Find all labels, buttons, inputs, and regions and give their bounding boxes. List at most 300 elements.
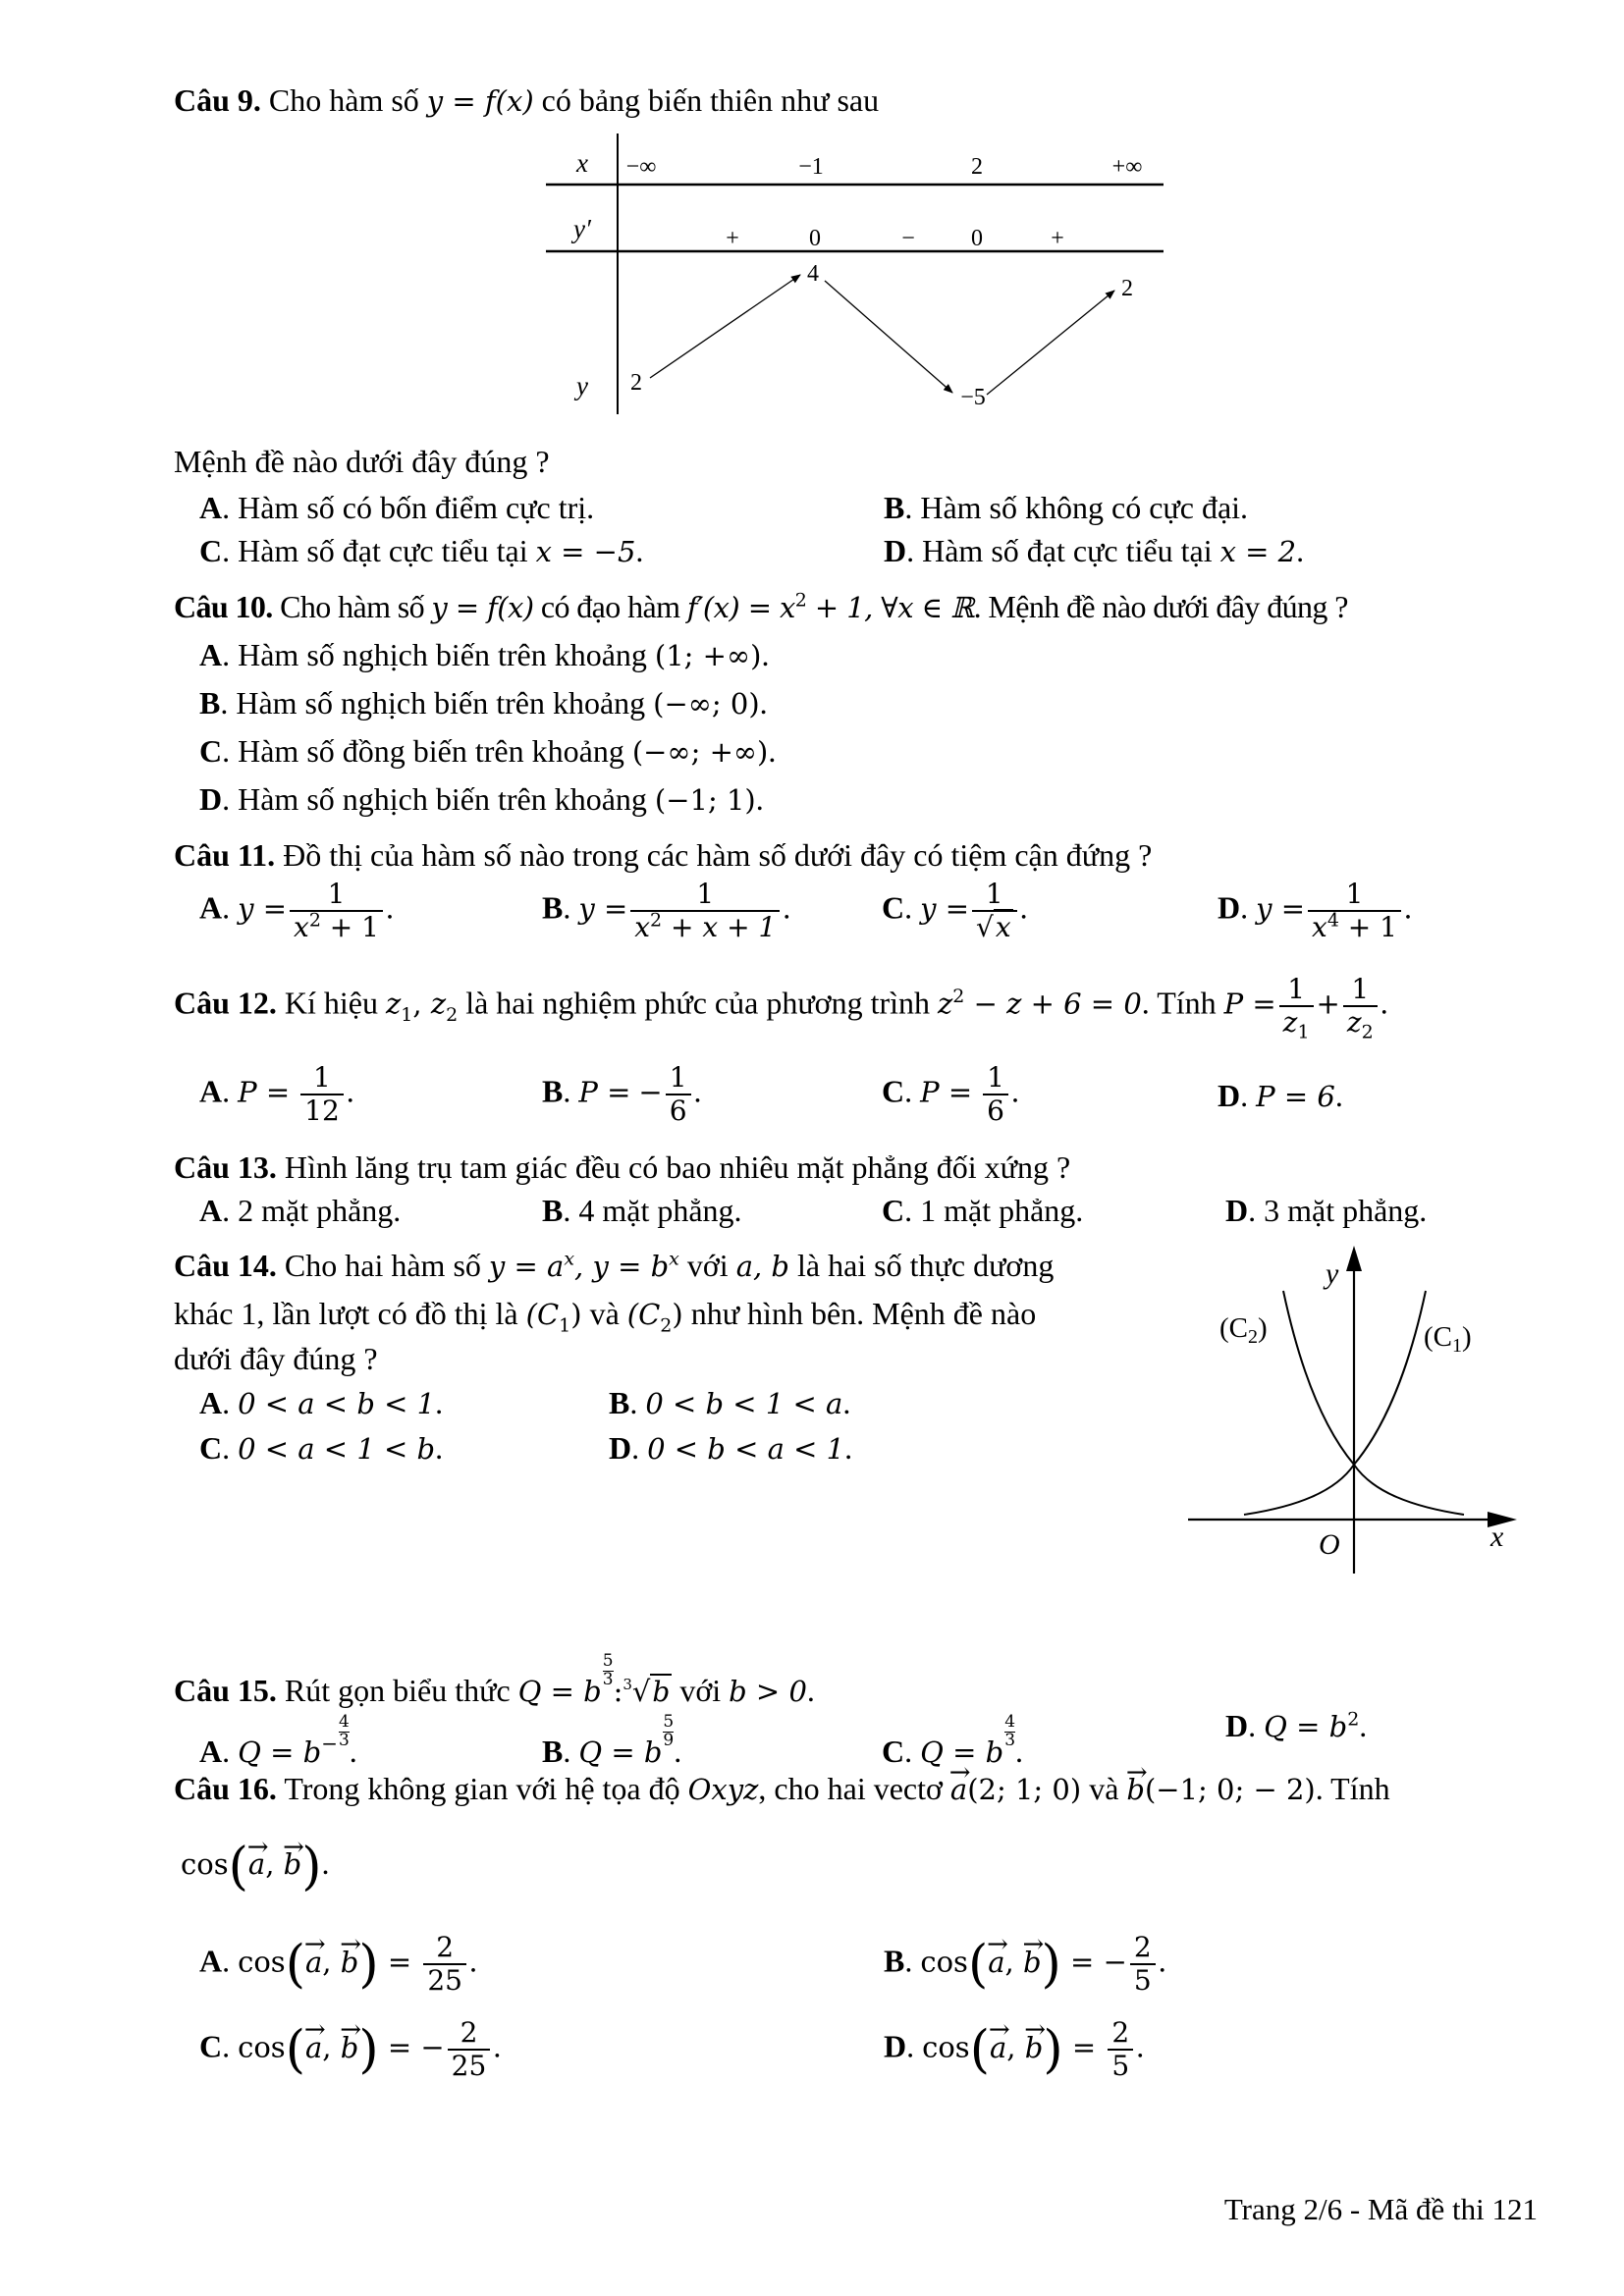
y-value-min: −5	[960, 385, 986, 410]
exp-sign: −	[321, 1732, 338, 1756]
math-subscript: 2	[660, 1314, 673, 1337]
option-key: C	[882, 1733, 905, 1769]
curve-c1	[1244, 1291, 1426, 1515]
numerator: 1	[1308, 879, 1401, 912]
math-sign: −	[638, 1075, 663, 1109]
option-a[interactable]: A. Q = b− $\frac{4}{3}$ .	[199, 1712, 357, 1769]
option-a[interactable]	[199, 1195, 401, 1226]
option-key: D	[199, 781, 223, 817]
den-var: x	[294, 911, 309, 944]
exp-den: 3	[338, 1730, 350, 1750]
math-subscript: 2	[446, 1003, 459, 1026]
question-text: Đồ thị của hàm số nào trong các hàm số dưới đây có tiệm cận đứng ?	[275, 837, 1153, 873]
option-key: B	[542, 889, 564, 926]
option-d[interactable]	[884, 535, 1304, 566]
x-value: −∞	[625, 154, 657, 180]
option-end: .	[435, 1430, 444, 1466]
math-lhs: y =	[238, 891, 288, 926]
exp-den: 3	[602, 1669, 614, 1689]
math-expr: 0 < b < 1 < a	[645, 1387, 843, 1420]
question-text: có đạo hàm	[533, 589, 687, 624]
option-key: C	[199, 733, 223, 769]
option-key: A	[199, 1943, 223, 1979]
option-end: .	[768, 733, 777, 769]
math-expr: 0 < a < 1 < b	[238, 1432, 436, 1466]
option-text: . Hàm số đạt cực tiểu tại	[222, 533, 536, 568]
math-expr: 0 < a < b < 1	[238, 1387, 436, 1420]
math-expr: (−∞; +∞)	[631, 735, 769, 769]
option-d[interactable]: D. cos(→ a, → b) = $\frac{2}{5}$ .	[884, 2017, 1144, 2082]
math-paren: )	[570, 1298, 582, 1331]
option-key: D	[609, 1430, 632, 1466]
option-c[interactable]: C. y = $\frac{1}{√x}$ .	[882, 878, 1028, 944]
exponent-fraction	[603, 1653, 614, 1689]
math-expr: + 1, ∀x ∈ ℝ	[806, 591, 974, 624]
numerator: 1	[972, 879, 1017, 912]
den-var: z	[1282, 1006, 1298, 1040]
math-expr: f	[686, 591, 697, 624]
option-key: B	[609, 1385, 630, 1420]
row-label-x: x	[576, 148, 588, 178]
question-text: là hai nghiệm phức của phương trình	[458, 985, 939, 1021]
option-end: .	[1296, 533, 1305, 568]
vector-a: → a	[990, 2034, 1006, 2062]
vector-a: → a	[248, 1850, 265, 1879]
question-text: , cho hai vectơ	[758, 1771, 950, 1806]
exponent-fraction	[1004, 1714, 1015, 1750]
math-lhs: P =	[578, 1075, 631, 1109]
c1-label-text: (C	[1424, 1321, 1452, 1353]
math-expr: (−∞; 0)	[653, 687, 760, 721]
x-value: 2	[971, 154, 983, 180]
den-exp: 2	[308, 909, 321, 932]
math-paren: )	[672, 1298, 683, 1331]
option-text: . Hàm số không có cực đại.	[904, 490, 1249, 525]
vector-b: → b	[341, 1949, 359, 1977]
cos-fn: cos	[922, 2030, 970, 2064]
fraction	[448, 2017, 491, 2082]
math-var: z	[938, 987, 953, 1021]
option-key: C	[882, 1193, 905, 1228]
vector-a: → a	[988, 1949, 1004, 1977]
denominator: 5	[1111, 2050, 1130, 2083]
derivative-sign: −	[901, 226, 915, 251]
end-punct: .	[806, 1672, 815, 1708]
exp-num: 4	[338, 1712, 350, 1732]
numerator: 1	[983, 1062, 1008, 1095]
question-text: có bảng biến thiên như sau	[533, 82, 880, 118]
option-c[interactable]	[199, 535, 643, 566]
question-14-line-2	[174, 1296, 1037, 1337]
question-text: . Mệnh đề nào dưới đây đúng ?	[973, 589, 1348, 624]
question-label: Câu 12.	[174, 985, 277, 1021]
vector-b: → b	[341, 2034, 359, 2062]
option-key: B	[199, 685, 221, 721]
variation-table	[530, 128, 1178, 422]
vector-a: → a	[950, 1776, 967, 1804]
option-text: . Hàm số đồng biến trên khoảng	[222, 733, 632, 769]
math-sep: ,	[412, 987, 431, 1021]
option-a[interactable]	[199, 639, 769, 670]
question-label: Câu 11.	[174, 837, 276, 873]
math-expr: y = a	[488, 1250, 565, 1283]
denominator	[1279, 1006, 1314, 1043]
math-exponent: 2	[952, 985, 965, 1007]
math-var: z	[430, 987, 447, 1021]
math-expr: (−1; 1)	[654, 783, 756, 817]
y-axis-label: y	[1326, 1257, 1339, 1290]
c2-label: $(C_2)$	[1219, 1312, 1268, 1348]
math-expr: , y = b	[574, 1250, 670, 1283]
denominator: 6	[669, 1095, 687, 1128]
denominator: 12	[304, 1095, 340, 1128]
math-expr: (1; +∞)	[654, 639, 762, 672]
option-c[interactable]: C. Q = b $\frac{4}{3}$ .	[882, 1712, 1024, 1769]
math-expr: Q = b	[1264, 1710, 1348, 1743]
fraction	[1279, 973, 1314, 1043]
vector-b: → b	[1126, 1776, 1145, 1804]
x-axis-label: x	[1490, 1521, 1504, 1553]
math-subscript: 1	[559, 1314, 571, 1337]
fraction	[1308, 879, 1401, 943]
fraction	[983, 1062, 1008, 1127]
root-index: 3	[623, 1676, 632, 1694]
question-14-line-3: dưới đây đúng ?	[174, 1341, 378, 1376]
denominator: 25	[451, 2050, 487, 2083]
option-key: B	[884, 1943, 905, 1979]
option-b[interactable]: B. Q = b $\frac{5}{9}$ .	[542, 1712, 682, 1769]
option-key: A	[199, 1385, 223, 1420]
math-expr: 0 < b < a < 1	[647, 1432, 845, 1466]
option-key: D	[1218, 889, 1241, 926]
option-key: C	[882, 889, 905, 926]
x-value: +∞	[1111, 154, 1143, 180]
decrease-arrow	[825, 281, 952, 393]
option-a[interactable]: A. P = $\frac{1}{12}$ .	[199, 1061, 354, 1128]
exponential-graph	[1188, 1242, 1542, 1580]
exponent-fraction	[339, 1714, 350, 1750]
math-sign: −	[1103, 1945, 1127, 1979]
math-expr: a, b	[735, 1250, 789, 1283]
option-d[interactable]	[1225, 1195, 1427, 1226]
option-key: D	[1218, 1078, 1241, 1113]
c1-label: $(C_1)$	[1424, 1321, 1472, 1357]
question-15-stem	[174, 1653, 815, 1706]
radical-sign: √	[976, 911, 994, 944]
numerator: 2	[1130, 1932, 1156, 1965]
option-b[interactable]: B. y = $\frac{1}{x^2 + x + 1}$ .	[542, 878, 791, 944]
fraction	[666, 1062, 691, 1127]
option-key: A	[199, 490, 223, 525]
option-b[interactable]	[884, 492, 1248, 523]
vector-b: → b	[284, 1850, 302, 1879]
math-expr: P = 6	[1256, 1080, 1335, 1113]
question-label: Câu 16.	[174, 1771, 277, 1806]
denominator	[1308, 909, 1401, 944]
increase-arrow	[987, 291, 1114, 395]
c1-label-sub: 1	[1452, 1335, 1462, 1357]
math-sign: −	[420, 2030, 445, 2064]
math-expr: − z + 6 = 0	[964, 987, 1142, 1021]
option-end: .	[755, 781, 764, 817]
question-text: là hai số thực dương	[788, 1248, 1055, 1283]
denominator: 25	[427, 1964, 462, 1998]
option-text: . 2 mặt phẳng.	[222, 1193, 402, 1228]
exp-num: 5	[663, 1712, 675, 1732]
numerator: 2	[423, 1932, 466, 1965]
derivative-sign: +	[726, 226, 739, 251]
math-exponent: 2	[1347, 1708, 1360, 1731]
option-text: . 4 mặt phẳng.	[563, 1193, 742, 1228]
math-exponent: x	[564, 1248, 575, 1270]
option-d[interactable]: D. $Q = b^2$.	[1225, 1708, 1368, 1743]
derivative-sign: 0	[809, 226, 821, 251]
question-text: và	[581, 1296, 627, 1331]
option-end: .	[844, 1430, 853, 1466]
den-rest: + 1	[320, 911, 379, 944]
option-text: . 3 mặt phẳng.	[1248, 1193, 1428, 1228]
fraction	[972, 879, 1017, 943]
math-lhs: P =	[238, 1075, 291, 1109]
numerator: 1	[300, 1062, 344, 1095]
exponent-fraction	[663, 1714, 674, 1750]
option-a[interactable]	[199, 492, 594, 523]
question-9-stem	[174, 84, 879, 116]
math-lhs: y =	[1256, 891, 1306, 926]
option-end: .	[842, 1385, 851, 1420]
question-label: Câu 15.	[174, 1672, 277, 1708]
math-expr: x = 2	[1219, 535, 1297, 568]
question-16-line-2: cos(→ a, → b).	[181, 1847, 330, 1879]
math-expr: b > 0	[729, 1674, 807, 1708]
question-16-line-1	[174, 1773, 1390, 1804]
fraction	[290, 879, 383, 943]
cos-fn: cos	[181, 1847, 229, 1881]
math-lhs: P =	[920, 1075, 973, 1109]
math-expr: y = f(x)	[426, 84, 534, 118]
option-b[interactable]: B. cos(→ a, → b) = − $\frac{2}{5}$ .	[884, 1932, 1166, 1997]
den-exp: 4	[1326, 909, 1339, 932]
question-text: Hình lăng trụ tam giác đều có bao nhiêu mặt phẳng đối xứng ?	[276, 1149, 1071, 1185]
den-var: x	[1312, 911, 1327, 944]
option-key: B	[542, 1073, 564, 1109]
fraction	[423, 1932, 466, 1997]
origin-label: O	[1319, 1528, 1340, 1561]
option-text: . Hàm số nghịch biến trên khoảng	[220, 685, 654, 721]
denominator: 5	[1133, 1964, 1152, 1998]
math-expr: y = f(x)	[431, 591, 534, 624]
y-value-max: 4	[807, 261, 819, 287]
option-key: C	[199, 533, 223, 568]
numerator: 2	[1108, 2017, 1133, 2051]
numerator: 1	[666, 1062, 691, 1095]
option-d[interactable]: D. y = $\frac{1}{x^4 + 1}$ .	[1218, 878, 1412, 944]
question-text: với	[672, 1672, 730, 1708]
math-expr: Q = b	[578, 1735, 663, 1769]
math-expr: x = −5	[535, 535, 636, 568]
question-text: Cho hàm số	[260, 82, 427, 118]
option-end: .	[635, 533, 644, 568]
option-a[interactable]: A. cos(→ a, → b) = $\frac{2}{25}$ .	[199, 1932, 477, 1997]
numerator: 1	[630, 879, 780, 912]
y-value-end: 2	[1121, 276, 1133, 301]
increase-arrow	[650, 275, 800, 378]
option-text: . Hàm số có bốn điểm cực trị.	[222, 490, 595, 525]
denominator	[1343, 1006, 1378, 1043]
math-lhs: y =	[920, 891, 970, 926]
question-text: Cho hàm số	[272, 589, 432, 624]
option-d[interactable]: D. P = 6.	[1218, 1078, 1343, 1113]
question-12-stem: Câu 12. Kí hiệu $z_1$, $z_2$ là hai nghiệm phức của phương trình $z^2 - z + 6 = 0$. Tính P = $\frac{1}{z_1}$ + $\frac{1}{z_2}$ .	[174, 973, 1388, 1043]
option-text: . Hàm số nghịch biến trên khoảng	[222, 781, 655, 817]
option-key: C	[199, 1430, 223, 1466]
option-d[interactable]	[199, 783, 764, 815]
math-op: +	[1316, 987, 1340, 1021]
den-var: z	[1346, 1006, 1362, 1040]
question-text: . Tính	[1315, 1771, 1390, 1806]
option-c[interactable]: C. cos(→ a, → b) = − $\frac{2}{25}$ .	[199, 2017, 501, 2082]
option-c[interactable]	[882, 1195, 1083, 1226]
option-key: B	[884, 490, 905, 525]
fraction	[630, 879, 780, 943]
option-text: . 1 mặt phẳng.	[904, 1193, 1084, 1228]
question-label: Câu 14.	[174, 1248, 277, 1283]
option-c[interactable]: C. 0 < a < 1 < b.	[199, 1430, 444, 1466]
math-var: z	[386, 987, 402, 1021]
cos-fn: cos	[920, 1945, 968, 1979]
numerator: 2	[448, 2017, 491, 2051]
vector-b: → b	[1025, 2034, 1044, 2062]
den-sub: 2	[1361, 1021, 1374, 1043]
den-var: x	[634, 911, 651, 944]
math-expr: Oxyz	[687, 1773, 759, 1806]
math-expr: Q = b	[238, 1735, 322, 1769]
option-a[interactable]: A. 0 < a < b < 1.	[199, 1385, 444, 1420]
denominator	[972, 912, 1017, 943]
option-end: .	[435, 1385, 444, 1420]
numerator: 1	[1279, 974, 1314, 1007]
x-value: −1	[798, 154, 824, 180]
math-expr: Q = b	[517, 1674, 602, 1708]
vector-b: → b	[1023, 1949, 1042, 1977]
exp-den: 9	[663, 1730, 675, 1750]
option-c[interactable]	[199, 735, 776, 767]
math-exponent: 2	[794, 589, 807, 612]
question-text: và	[1081, 1771, 1127, 1806]
row-label-y-prime: y′	[573, 214, 591, 243]
question-text: như hình bên. Mệnh đề nào	[682, 1296, 1037, 1331]
vector-a: → a	[305, 1949, 322, 1977]
option-key: C	[199, 2028, 223, 2064]
question-text: Trong không gian với hệ tọa độ	[276, 1771, 688, 1806]
fraction	[300, 1062, 344, 1127]
denominator	[290, 909, 383, 944]
derivative-sign: +	[1051, 226, 1064, 251]
math-op: :	[613, 1674, 623, 1708]
question-text: Rút gọn biểu thức	[276, 1672, 518, 1708]
question-text: khác 1, lần lượt có đồ thị là	[174, 1296, 526, 1331]
option-b[interactable]	[542, 1195, 742, 1226]
math-expr: (C	[525, 1298, 560, 1331]
fraction	[1130, 1932, 1156, 1997]
option-key: D	[884, 533, 907, 568]
option-key: D	[884, 2028, 907, 2064]
radicand: b	[652, 1675, 671, 1708]
math-lhs: y =	[578, 891, 628, 926]
option-key: B	[542, 1733, 564, 1769]
question-text: Cho hai hàm số	[276, 1248, 489, 1283]
math-exponent: x	[669, 1248, 679, 1270]
exp-num: 5	[602, 1651, 614, 1671]
fraction	[1108, 2017, 1133, 2082]
math-subscript: 1	[401, 1003, 413, 1026]
option-key: A	[199, 1073, 223, 1109]
option-b[interactable]: B. 0 < b < 1 < a.	[609, 1385, 851, 1420]
option-key: C	[882, 1073, 905, 1109]
math-lhs: P =	[1223, 987, 1276, 1021]
cos-fn: cos	[238, 1945, 286, 1979]
y-value-start: 2	[630, 370, 642, 396]
option-b[interactable]	[199, 687, 768, 719]
math-expr: Q = b	[920, 1735, 1004, 1769]
denominator: 6	[987, 1095, 1004, 1128]
denominator	[630, 909, 780, 944]
question-9-prompt: Mệnh đề nào dưới đây đúng ?	[174, 444, 550, 479]
numerator: 1	[1343, 974, 1378, 1007]
fraction	[1343, 973, 1378, 1043]
c2-label-sub: 2	[1248, 1326, 1258, 1348]
vector-b-coords: (−1; 0; − 2)	[1144, 1773, 1316, 1806]
numerator: 1	[290, 879, 383, 912]
option-text: . Hàm số đạt cực tiểu tại	[906, 533, 1220, 568]
option-end: .	[761, 637, 770, 672]
den-rest: + x + 1	[662, 911, 777, 944]
radicand: x	[995, 911, 1011, 944]
cos-fn: cos	[238, 2030, 286, 2064]
question-14-line-1	[174, 1250, 1054, 1281]
option-key: B	[542, 1193, 564, 1228]
option-key: D	[1225, 1193, 1249, 1228]
exp-den: 3	[1004, 1730, 1016, 1750]
math-expr: ′(x) = x	[696, 591, 795, 624]
question-label: Câu 9.	[174, 82, 261, 118]
question-text: với	[678, 1248, 736, 1283]
y-axis-arrow-icon	[1346, 1246, 1362, 1271]
derivative-sign: 0	[971, 226, 983, 251]
question-label: Câu 10.	[174, 589, 273, 624]
row-label-y: y	[576, 371, 588, 400]
option-b[interactable]: B. P = − $\frac{1}{6}$ .	[542, 1061, 702, 1128]
option-key: A	[199, 637, 223, 672]
question-11-stem	[174, 839, 1152, 871]
question-label: Câu 13.	[174, 1149, 277, 1185]
question-10-stem	[174, 591, 1348, 622]
option-key: A	[199, 1193, 223, 1228]
c2-label-text: (C	[1219, 1312, 1248, 1344]
question-text: . Tính	[1141, 985, 1224, 1021]
option-key: A	[199, 1733, 223, 1769]
option-a[interactable]: A. y = $\frac{1}{x^2 + 1}$ .	[199, 878, 394, 944]
vector-a: → a	[305, 2034, 322, 2062]
question-text: Kí hiệu	[276, 985, 386, 1021]
option-d[interactable]: D. 0 < b < a < 1.	[609, 1430, 853, 1466]
option-key: D	[1225, 1708, 1249, 1743]
option-c[interactable]: C. P = $\frac{1}{6}$ .	[882, 1061, 1019, 1128]
page-footer: Trang 2/6 - Mã đề thi 121	[1223, 2192, 1538, 2226]
option-end: .	[759, 685, 768, 721]
den-rest: + 1	[1338, 911, 1397, 944]
radical-sign: √	[631, 1674, 651, 1708]
